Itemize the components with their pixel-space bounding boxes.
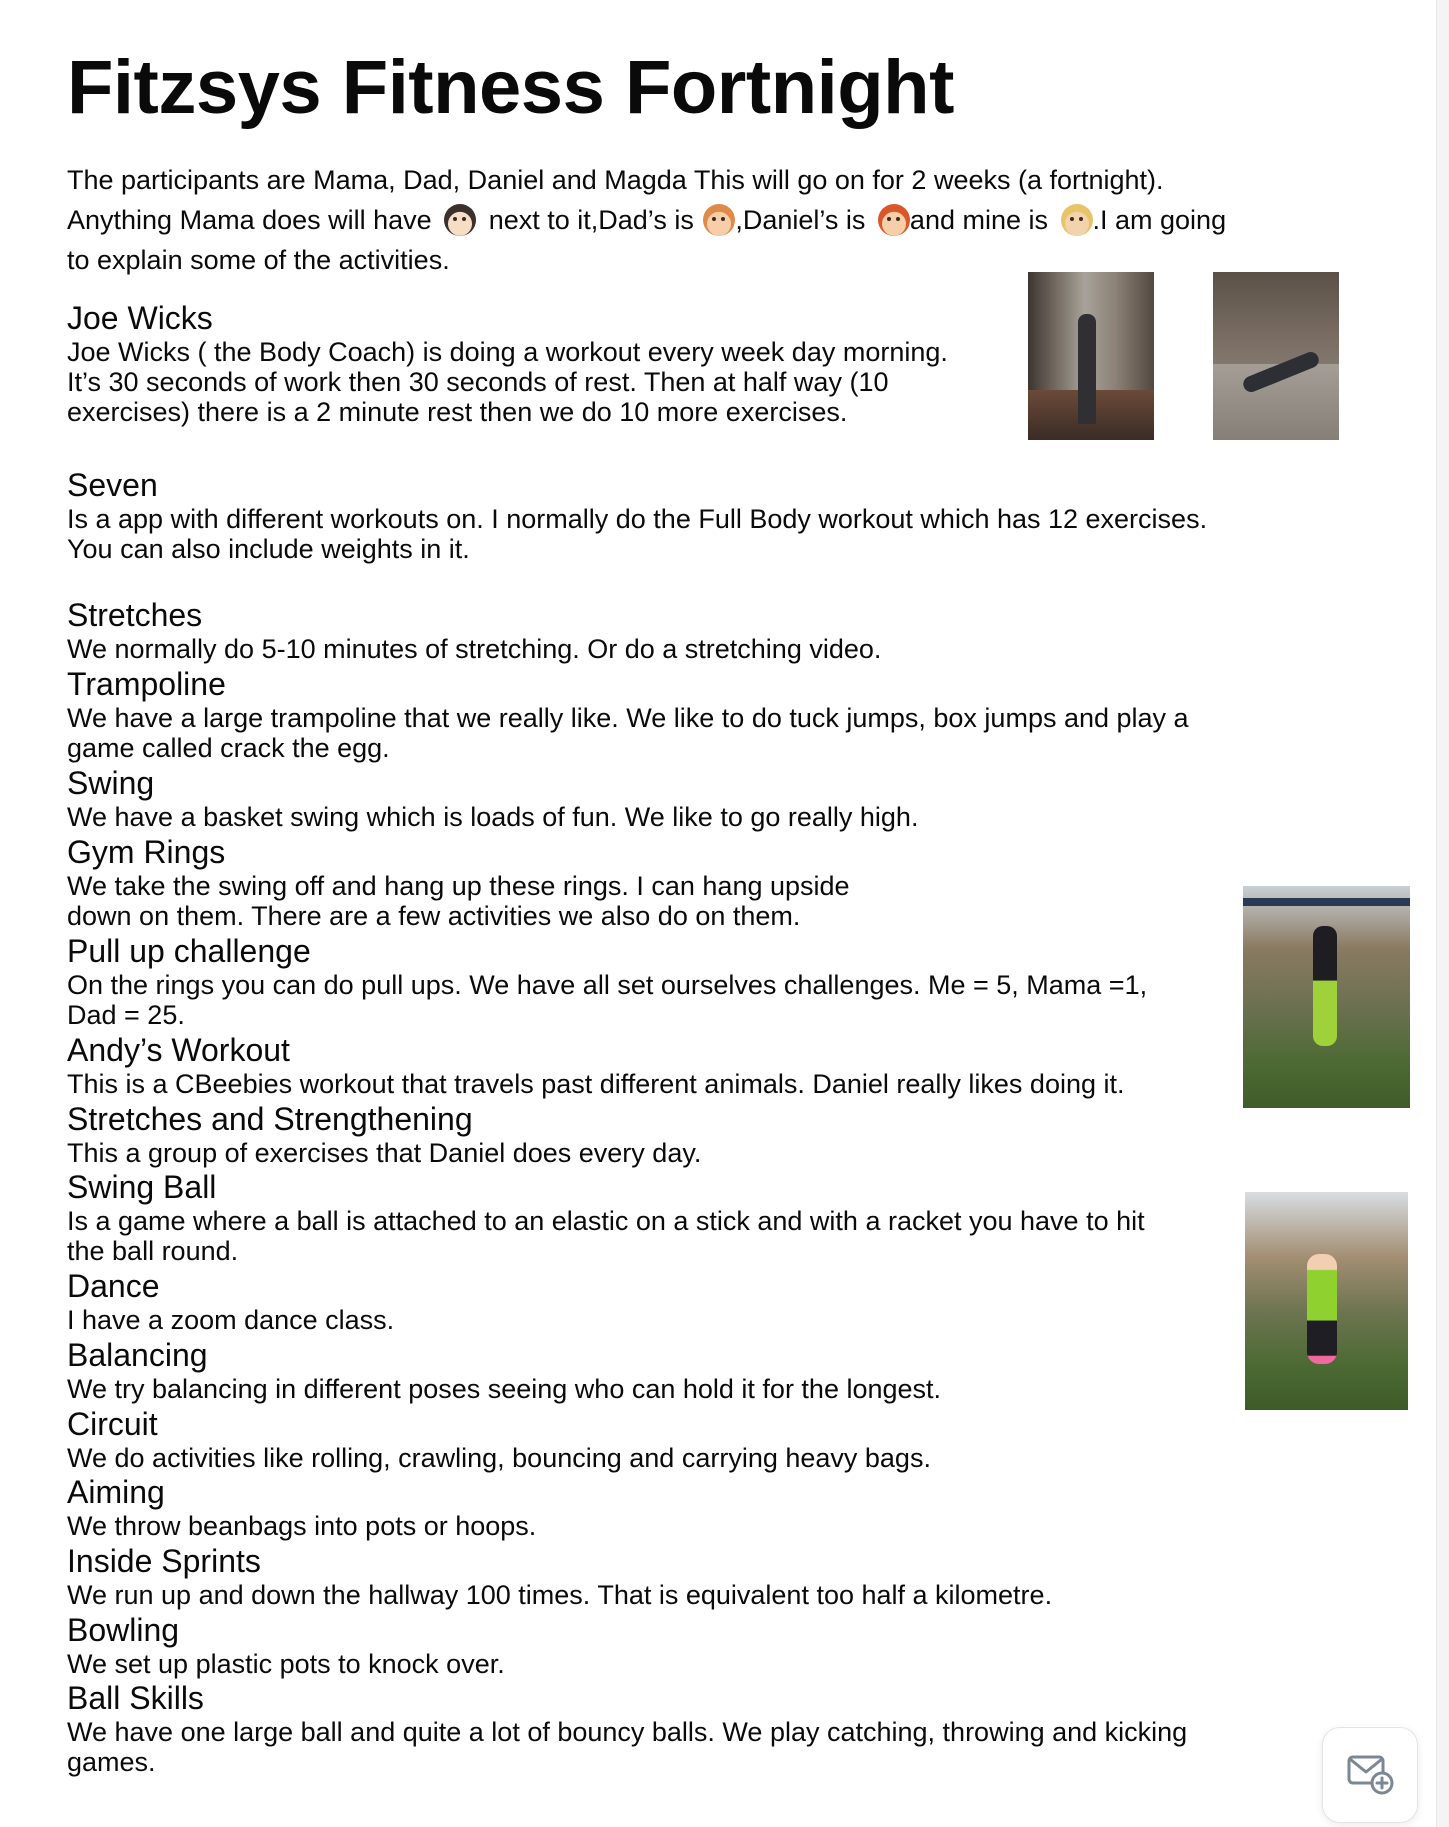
section-heading: Pull up challenge xyxy=(67,933,311,969)
section-text: We have one large ball and quite a lot of bouncy balls. We play catching, throwing and kicking games. xyxy=(67,1717,1188,1777)
section-text: On the rings you can do pull ups. We have all set ourselves challenges. Me = 5, Mama =1, Dad = 25. xyxy=(67,970,1148,1030)
section-heading: Circuit xyxy=(67,1406,158,1442)
section-heading: Andy’s Workout xyxy=(67,1032,290,1068)
section-heading: Dance xyxy=(67,1268,160,1304)
intro-paragraph xyxy=(67,160,1357,280)
boy-emoji-icon xyxy=(878,204,910,236)
section-seven xyxy=(67,466,1347,564)
section-text: We try balancing in different poses seeing who can hold it for the longest. xyxy=(67,1374,942,1404)
section-text: We normally do 5-10 minutes of stretching. Or do a stretching video. xyxy=(67,634,882,664)
section-heading: Bowling xyxy=(67,1612,180,1648)
intro-text: next to it,Dad’s is xyxy=(488,205,694,235)
section-heading: Joe Wicks xyxy=(67,300,213,336)
section-bowling xyxy=(67,1611,1227,1679)
section-gym-rings xyxy=(67,833,1227,931)
section-circuit xyxy=(67,1405,1227,1473)
section-inside-sprints xyxy=(67,1542,1227,1610)
intro-line-1: The participants are Mama, Dad, Daniel and Magda This will go on for 2 weeks (a fortnight). xyxy=(67,165,1164,195)
section-andys-workout xyxy=(67,1031,1227,1099)
section-heading: Swing xyxy=(67,765,155,801)
section-text: We throw beanbags into pots or hoops. xyxy=(67,1511,537,1541)
compose-mail-button[interactable] xyxy=(1322,1727,1418,1823)
section-text: We take the swing off and hang up these rings. I can hang upside down on them. There are a few activities we also do on them. xyxy=(67,871,850,931)
page-scroll-edge xyxy=(1436,0,1449,1827)
section-text: Joe Wicks ( the Body Coach) is doing a workout every week day morning. It’s 30 seconds of work then 30 seconds of rest. Then at half way (10 exercises) there is a 2 minute rest then we do 10 more exercises. xyxy=(67,337,948,427)
section-heading: Stretches xyxy=(67,597,203,633)
section-ball-skills xyxy=(67,1679,1307,1777)
section-text: We do activities like rolling, crawling, bouncing and carrying heavy bags. xyxy=(67,1443,931,1473)
section-text: We set up plastic pots to knock over. xyxy=(67,1649,505,1679)
intro-text: .I am going xyxy=(1092,205,1227,235)
section-stretches-and-strengthening xyxy=(67,1100,1227,1168)
section-stretches xyxy=(67,596,1227,664)
section-heading: Balancing xyxy=(67,1337,208,1373)
intro-line-2 xyxy=(67,200,1357,240)
section-text: We have a large trampoline that we really like. We like to do tuck jumps, box jumps and play a game called crack the egg. xyxy=(67,703,1189,763)
section-text: We run up and down the hallway 100 times. That is equivalent too half a kilometre. xyxy=(67,1580,1053,1610)
mail-add-icon xyxy=(1346,1751,1394,1800)
section-heading: Stretches and Strengthening xyxy=(67,1101,473,1137)
section-heading: Gym Rings xyxy=(67,834,226,870)
intro-text: and mine is xyxy=(909,205,1048,235)
section-heading: Trampoline xyxy=(67,666,226,702)
section-text: Is a app with different workouts on. I normally do the Full Body workout which has 12 exercises. You can also include weights in it. xyxy=(67,504,1208,564)
photo-joe-wicks-exercise xyxy=(1213,272,1339,440)
photo-gym-rings-hanging xyxy=(1245,1192,1408,1410)
section-heading: Ball Skills xyxy=(67,1680,204,1716)
section-trampoline xyxy=(67,665,1227,763)
section-aiming xyxy=(67,1473,1227,1541)
intro-line-3: to explain some of the activities. xyxy=(67,245,450,275)
section-balancing xyxy=(67,1336,1227,1404)
section-text: This is a CBeebies workout that travels past different animals. Daniel really likes doing it. xyxy=(67,1069,1125,1099)
section-heading: Aiming xyxy=(67,1474,165,1510)
section-heading: Inside Sprints xyxy=(67,1543,261,1579)
man-emoji-icon xyxy=(703,204,735,236)
photo-joe-wicks-standing xyxy=(1028,272,1154,440)
girl-emoji-icon xyxy=(1061,204,1093,236)
section-swing xyxy=(67,764,1227,832)
section-heading: Swing Ball xyxy=(67,1169,217,1205)
section-joe-wicks xyxy=(67,299,1027,427)
section-text: Is a game where a ball is attached to an elastic on a stick and with a racket you have to hit the ball round. xyxy=(67,1206,1145,1266)
section-text: We have a basket swing which is loads of fun. We like to go really high. xyxy=(67,802,919,832)
section-text: I have a zoom dance class. xyxy=(67,1305,395,1335)
woman-emoji-icon xyxy=(444,204,476,236)
intro-text: Anything Mama does will have xyxy=(67,205,432,235)
photo-gym-rings-upside-down xyxy=(1243,886,1410,1108)
document-title: Fitzsys Fitness Fortnight xyxy=(67,45,954,130)
section-dance xyxy=(67,1267,1227,1335)
intro-text: ,Daniel’s is xyxy=(735,205,866,235)
section-pull-up-challenge xyxy=(67,932,1227,1030)
section-swing-ball xyxy=(67,1168,1227,1266)
section-heading: Seven xyxy=(67,467,158,503)
section-text: This a group of exercises that Daniel does every day. xyxy=(67,1138,702,1168)
